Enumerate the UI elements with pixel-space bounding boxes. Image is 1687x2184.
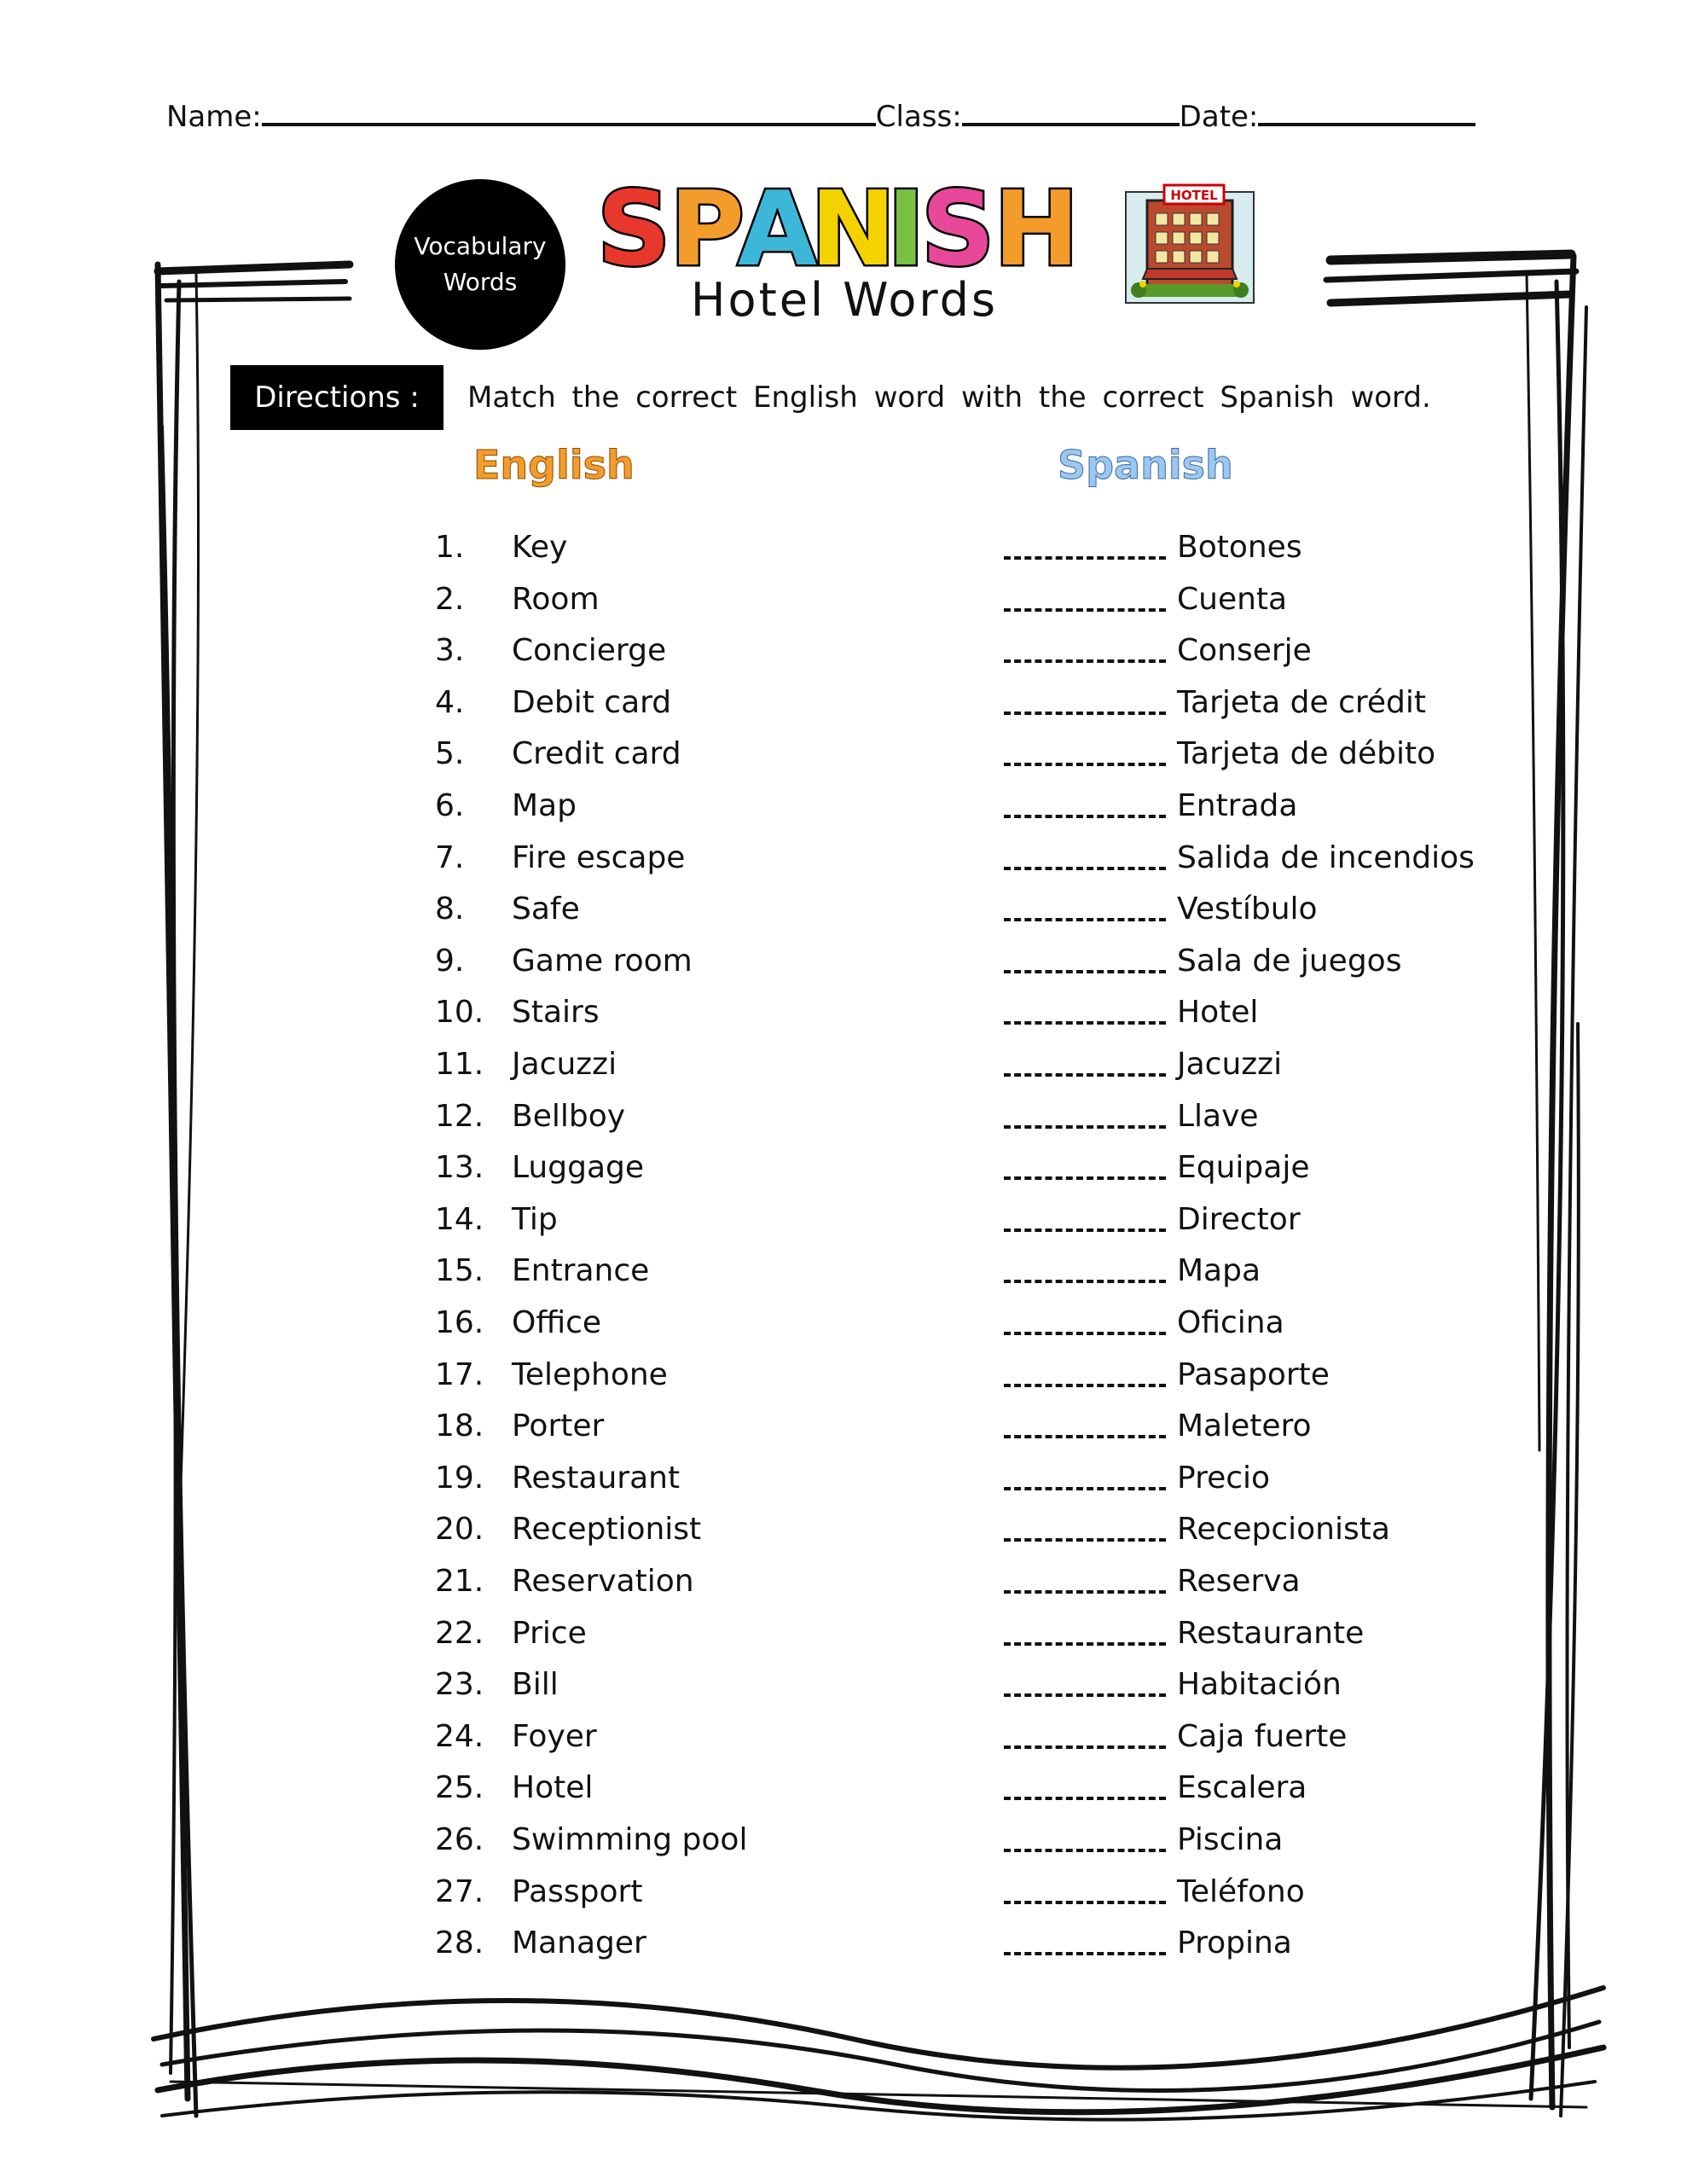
item-number: 7. [435, 839, 465, 875]
title-letter-4: N [810, 171, 896, 286]
answer-blank[interactable] [1004, 1280, 1166, 1283]
english-word: Jacuzzi [512, 1047, 617, 1082]
title-letter-1: S [597, 171, 671, 286]
item-number: 2. [435, 581, 465, 617]
date-label: Date: [1179, 100, 1259, 134]
answer-blank[interactable] [1004, 1487, 1166, 1490]
list-item [0, 1453, 1687, 1504]
item-number: 27. [435, 1873, 484, 1909]
english-word: Telephone [512, 1356, 668, 1392]
answer-blank[interactable] [1004, 1073, 1166, 1077]
directions-row [230, 365, 1493, 430]
list-item [0, 1815, 1687, 1866]
answer-blank[interactable] [1004, 918, 1166, 921]
english-word: Manager [512, 1926, 646, 1961]
item-number: 11. [435, 1047, 484, 1082]
spanish-word: Teléfono [1177, 1873, 1305, 1909]
list-item [0, 625, 1687, 677]
answer-blank[interactable] [1004, 970, 1166, 973]
list-item [0, 1298, 1687, 1349]
item-number: 3. [435, 633, 465, 669]
answer-blank[interactable] [1004, 712, 1166, 715]
answer-blank[interactable] [1004, 1849, 1166, 1852]
english-word: Game room [512, 943, 693, 979]
hotel-sign-text: HOTEL [1170, 188, 1218, 203]
answer-blank[interactable] [1004, 1901, 1166, 1904]
list-item [0, 1867, 1687, 1918]
item-number: 5. [435, 736, 465, 772]
item-number: 10. [435, 995, 484, 1031]
english-word: Tip [512, 1201, 558, 1237]
list-item [0, 729, 1687, 780]
title-letter-2: P [670, 171, 745, 286]
answer-blank[interactable] [1004, 1021, 1166, 1025]
item-number: 12. [435, 1098, 484, 1134]
english-word: Bellboy [512, 1098, 626, 1134]
hotel-building-icon [1117, 175, 1262, 316]
spanish-word: Mapa [1177, 1253, 1261, 1289]
spanish-word: Tarjeta de crédit [1177, 684, 1427, 720]
item-number: 13. [435, 1150, 484, 1186]
badge-line2: Words [443, 268, 518, 296]
item-number: 24. [435, 1718, 484, 1754]
spanish-word: Oficina [1177, 1305, 1284, 1340]
item-number: 1. [435, 530, 465, 565]
item-number: 6. [435, 788, 465, 823]
list-item [0, 833, 1687, 884]
answer-blank[interactable] [1004, 1538, 1166, 1542]
english-word: Reservation [512, 1564, 694, 1599]
list-item [0, 677, 1687, 729]
list-item [0, 1142, 1687, 1194]
english-word: Credit card [512, 736, 681, 772]
item-number: 28. [435, 1926, 484, 1961]
item-number: 21. [435, 1564, 484, 1599]
title-letter-3: A [738, 171, 817, 286]
class-label: Class: [875, 100, 962, 134]
title-letter-5: I [887, 171, 925, 286]
english-word: Passport [512, 1873, 643, 1909]
english-word: Office [512, 1305, 602, 1340]
item-number: 23. [435, 1667, 484, 1703]
english-word: Hotel [512, 1770, 594, 1806]
english-word: Luggage [512, 1150, 645, 1186]
directions-label: Directions : [230, 365, 443, 430]
item-number: 8. [435, 892, 465, 927]
answer-blank[interactable] [1004, 1745, 1166, 1749]
item-number: 15. [435, 1253, 484, 1289]
answer-blank[interactable] [1004, 1384, 1166, 1387]
english-word: Porter [512, 1409, 605, 1444]
list-item [0, 987, 1687, 1038]
spanish-word: Escalera [1177, 1770, 1307, 1806]
spanish-word: Llave [1177, 1098, 1259, 1134]
item-number: 18. [435, 1409, 484, 1444]
english-word: Price [512, 1615, 587, 1651]
english-word: Key [512, 530, 568, 565]
spanish-column-heading: Spanish [1058, 442, 1233, 488]
list-item [0, 1091, 1687, 1142]
answer-blank[interactable] [1004, 1435, 1166, 1438]
spanish-word: Sala de juegos [1177, 943, 1402, 979]
list-item [0, 1246, 1687, 1297]
answer-blank[interactable] [1004, 1642, 1166, 1646]
answer-blank[interactable] [1004, 1693, 1166, 1697]
answer-blank[interactable] [1004, 556, 1166, 560]
date-field[interactable] [1258, 97, 1475, 126]
spanish-word: Pasaporte [1177, 1356, 1330, 1392]
item-number: 17. [435, 1356, 484, 1392]
list-item [0, 1659, 1687, 1711]
spanish-word: Propina [1177, 1926, 1292, 1961]
spanish-word: Jacuzzi [1177, 1047, 1283, 1082]
spanish-word: Salida de incendios [1177, 839, 1475, 875]
answer-blank[interactable] [1004, 1176, 1166, 1180]
english-word: Foyer [512, 1718, 597, 1754]
spanish-word: Maletero [1177, 1409, 1312, 1444]
answer-blank[interactable] [1004, 1590, 1166, 1594]
answer-blank[interactable] [1004, 763, 1166, 766]
spanish-word: Director [1177, 1201, 1301, 1237]
list-item [0, 1918, 1687, 1969]
english-word: Fire escape [512, 839, 686, 875]
list-item [0, 574, 1687, 625]
spanish-word: Equipaje [1177, 1150, 1310, 1186]
item-number: 22. [435, 1615, 484, 1651]
spanish-word: Piscina [1177, 1822, 1284, 1857]
directions-text: Match the correct English word with the correct Spanish word. [467, 380, 1431, 415]
subtitle: Hotel Words [690, 273, 999, 327]
english-word: Receptionist [512, 1512, 702, 1548]
spanish-word: Restaurante [1177, 1615, 1365, 1651]
spanish-word: Reserva [1177, 1564, 1301, 1599]
item-number: 19. [435, 1460, 484, 1496]
spanish-word: Hotel [1177, 995, 1259, 1031]
title-letter-6: S [921, 171, 995, 286]
list-item [0, 936, 1687, 987]
list-item [0, 1504, 1687, 1555]
list-item [0, 1763, 1687, 1814]
answer-blank[interactable] [1004, 867, 1166, 870]
english-column-heading: English [473, 442, 635, 488]
answer-blank[interactable] [1004, 1797, 1166, 1800]
spanish-word: Cuenta [1177, 581, 1288, 617]
item-number: 9. [435, 943, 465, 979]
item-number: 4. [435, 684, 465, 720]
list-item [0, 1194, 1687, 1246]
list-item [0, 522, 1687, 573]
answer-blank[interactable] [1004, 1332, 1166, 1335]
english-word: Restaurant [512, 1460, 681, 1496]
list-item [0, 781, 1687, 832]
list-item [0, 1350, 1687, 1401]
list-item [0, 1711, 1687, 1763]
english-word: Room [512, 581, 600, 617]
answer-blank[interactable] [1004, 608, 1166, 612]
list-item [0, 1608, 1687, 1659]
spanish-word: Habitación [1177, 1667, 1342, 1703]
item-number: 20. [435, 1512, 484, 1548]
english-word: Stairs [512, 995, 600, 1031]
item-number: 16. [435, 1305, 484, 1340]
answer-blank[interactable] [1004, 1952, 1166, 1955]
answer-blank[interactable] [1004, 1228, 1166, 1232]
english-word: Entrance [512, 1253, 650, 1289]
spanish-title [588, 166, 1100, 286]
vocabulary-badge [395, 179, 565, 350]
answer-blank[interactable] [1004, 1125, 1166, 1129]
name-field[interactable] [262, 97, 876, 126]
list-item [0, 1556, 1687, 1607]
spanish-word: Tarjeta de débito [1177, 736, 1436, 772]
spanish-word: Botones [1177, 530, 1302, 565]
english-word: Concierge [512, 633, 667, 669]
title-letter-7: H [994, 171, 1080, 286]
english-word: Map [512, 788, 577, 823]
english-word: Bill [512, 1667, 559, 1703]
name-label: Name: [166, 100, 262, 134]
spanish-word: Vestíbulo [1177, 892, 1318, 927]
item-number: 25. [435, 1770, 484, 1806]
list-item [0, 1039, 1687, 1090]
answer-blank[interactable] [1004, 659, 1166, 663]
class-field[interactable] [962, 97, 1180, 126]
spanish-word: Precio [1177, 1460, 1271, 1496]
spanish-word: Recepcionista [1177, 1512, 1390, 1548]
english-word: Safe [512, 892, 580, 927]
list-item [0, 1401, 1687, 1452]
english-word: Swimming pool [512, 1822, 748, 1857]
spanish-word: Caja fuerte [1177, 1718, 1348, 1754]
item-number: 14. [435, 1201, 484, 1237]
spanish-word: Entrada [1177, 788, 1298, 823]
student-info-line [166, 96, 1514, 138]
list-item [0, 884, 1687, 935]
english-word: Debit card [512, 684, 672, 720]
spanish-word: Conserje [1177, 633, 1312, 669]
badge-line1: Vocabulary [414, 232, 547, 260]
answer-blank[interactable] [1004, 815, 1166, 818]
item-number: 26. [435, 1822, 484, 1857]
